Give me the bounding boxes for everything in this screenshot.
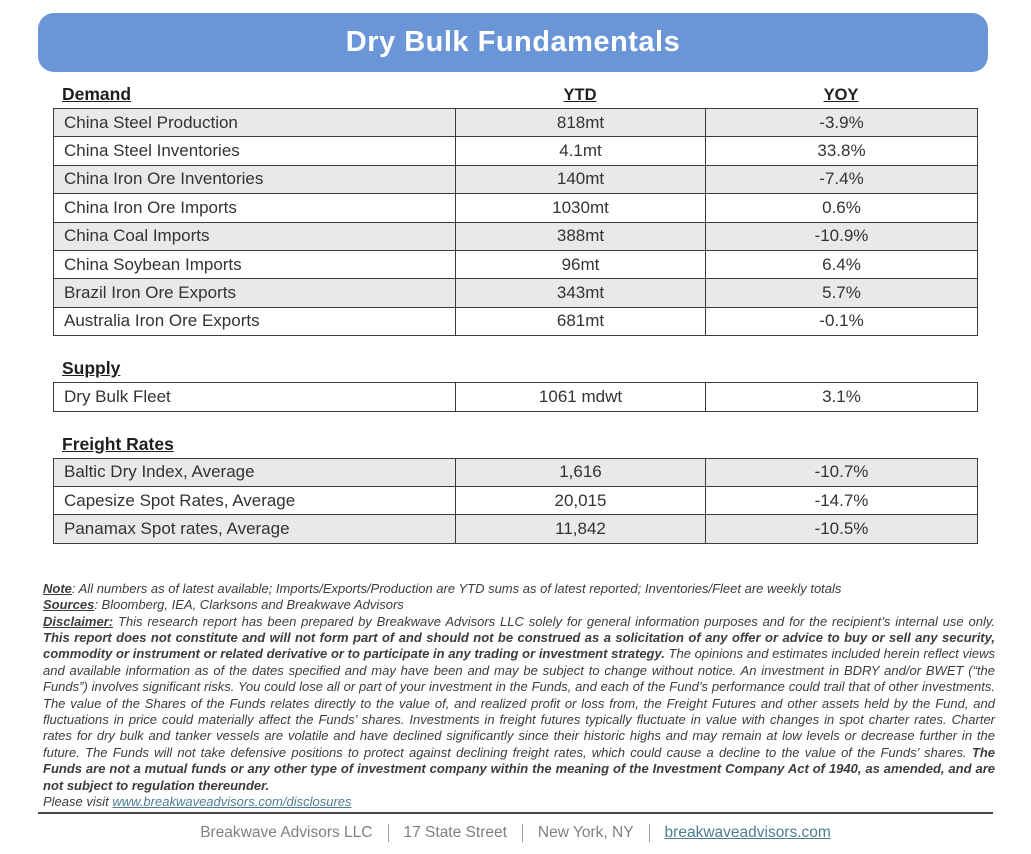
row-ytd-value: 4.1mt [456, 137, 706, 165]
row-ytd-value: 1,616 [456, 458, 706, 486]
notes-block [43, 581, 995, 811]
footer-company: Breakwave Advisors LLC [200, 824, 373, 842]
footer-website-link[interactable]: breakwaveadvisors.com [664, 824, 831, 842]
row-ytd-value: 1030mt [456, 194, 706, 222]
footer-divider [388, 824, 389, 842]
footer-address: 17 State Street [403, 824, 507, 842]
row-yoy-value: -0.1% [706, 307, 978, 335]
row-label: China Steel Inventories [54, 137, 456, 165]
row-ytd-value: 681mt [456, 307, 706, 335]
row-yoy-value: -14.7% [706, 486, 978, 514]
supply-header-row [53, 355, 977, 379]
note-line [43, 581, 995, 597]
ytd-column-header: YTD [563, 86, 597, 104]
demand-table [53, 108, 978, 336]
supply-table [53, 382, 978, 411]
table-row [54, 383, 978, 411]
table-row [54, 165, 978, 193]
row-yoy-value: -10.9% [706, 222, 978, 250]
row-label: China Iron Ore Inventories [54, 165, 456, 193]
note-label: Note [43, 580, 72, 596]
freight-rates-table [53, 458, 978, 544]
row-yoy-value: -3.9% [706, 109, 978, 137]
footer-divider [649, 824, 650, 842]
row-label: Brazil Iron Ore Exports [54, 279, 456, 307]
row-ytd-value: 818mt [456, 109, 706, 137]
row-yoy-value: 6.4% [706, 250, 978, 278]
table-row [54, 486, 978, 514]
supply-section [53, 355, 977, 411]
table-row [54, 458, 978, 486]
row-ytd-value: 388mt [456, 222, 706, 250]
footer-divider [522, 824, 523, 842]
table-row [54, 515, 978, 543]
row-ytd-value: 11,842 [456, 515, 706, 543]
page-title: Dry Bulk Fundamentals [345, 26, 681, 58]
disclaimer-text [43, 614, 995, 793]
disclosures-line [43, 794, 995, 810]
row-ytd-value: 140mt [456, 165, 706, 193]
sources-label: Sources [43, 597, 95, 613]
note-text: : All numbers as of latest available; Imports/Exports/Production are YTD sums as of latest reported; Inventories/Fleet are weekly totals [71, 580, 842, 596]
yoy-column-header: YOY [823, 86, 859, 104]
row-yoy-value: 33.8% [706, 137, 978, 165]
table-row [54, 250, 978, 278]
tables-area [53, 81, 977, 544]
table-row [54, 307, 978, 335]
demand-section-title: Demand [62, 84, 132, 104]
row-yoy-value: -7.4% [706, 165, 978, 193]
disclaimer-segment: The opinions and estimates included herein reflect views and available information as of the dates specified and may have been and may be subject to change without notice. An investment in BDRY and/or BWET (“the Funds”) involves significant risks. You could lose all or part of your investment in the Funds, and each of the Fund’s performance could trail that of other investments. The value of the Shares of the Funds relates directly to the value of, and realized profit or loss from, the Freight Futures and other assets held by the Fund, and fluctuations in price could materially affect the Funds’ shares. Investments in freight futures typically fluctuate in value with changes in spot charter rates. Charter rates for dry bulk and tanker vessels are volatile and have declined significantly since their historic highs and may remain at low levels or decrease further in the future. The Funds will not take defensive positions to protect against declining freight rates, which could cause a decline to the value of the Funds’ shares. [43, 646, 995, 760]
table-row [54, 109, 978, 137]
disclaimer-segment: This report does not constitute and will not form part of and should not be construed as a solicitation of any offer or advice to buy or sell any security, commodity or instrument or related derivative or to participate in any trading or investment strategy. [43, 629, 995, 662]
table-row [54, 194, 978, 222]
row-yoy-value: -10.5% [706, 515, 978, 543]
row-label: Australia Iron Ore Exports [54, 307, 456, 335]
row-ytd-value: 1061 mdwt [456, 383, 706, 411]
row-label: Capesize Spot Rates, Average [54, 486, 456, 514]
row-label: China Soybean Imports [54, 250, 456, 278]
row-label: China Iron Ore Imports [54, 194, 456, 222]
sources-text: : Bloomberg, IEA, Clarksons and Breakwave Advisors [94, 597, 404, 613]
disclaimer-segment: The Funds are not a mutual funds or any other type of investment company within the meaning of the Investment Company Act of 1940, as amended, and are not subject to regulation thereunder. [43, 744, 995, 793]
row-label: China Coal Imports [54, 222, 456, 250]
row-label: Baltic Dry Index, Average [54, 458, 456, 486]
sources-line [43, 597, 995, 613]
row-yoy-value: 5.7% [706, 279, 978, 307]
footer [38, 812, 993, 842]
row-yoy-value: -10.7% [706, 458, 978, 486]
row-yoy-value: 0.6% [706, 194, 978, 222]
disclaimer-label: Disclaimer: [43, 613, 114, 629]
row-ytd-value: 343mt [456, 279, 706, 307]
demand-section [53, 81, 977, 336]
disclaimer-segment: This research report has been prepared by Breakwave Advisors LLC solely for general information purposes and for the recipient’s internal use only. [113, 613, 995, 629]
row-yoy-value: 3.1% [706, 383, 978, 411]
table-row [54, 137, 978, 165]
row-ytd-value: 96mt [456, 250, 706, 278]
row-label: Dry Bulk Fleet [54, 383, 456, 411]
supply-section-title: Supply [62, 358, 121, 379]
freight-rates-section-title: Freight Rates [62, 433, 174, 454]
table-row [54, 222, 978, 250]
report-title-banner [38, 13, 988, 72]
table-row [54, 279, 978, 307]
row-label: China Steel Production [54, 109, 456, 137]
freight-rates-header-row [53, 431, 977, 455]
row-ytd-value: 20,015 [456, 486, 706, 514]
row-label: Panamax Spot rates, Average [54, 515, 456, 543]
disclosures-link[interactable]: www.breakwaveadvisors.com/disclosures [112, 793, 352, 809]
visit-text: Please visit [43, 793, 113, 809]
footer-city: New York, NY [537, 824, 634, 842]
disclaimer-paragraph [43, 614, 995, 794]
demand-header-row [53, 81, 977, 105]
freight-rates-section [53, 431, 977, 544]
